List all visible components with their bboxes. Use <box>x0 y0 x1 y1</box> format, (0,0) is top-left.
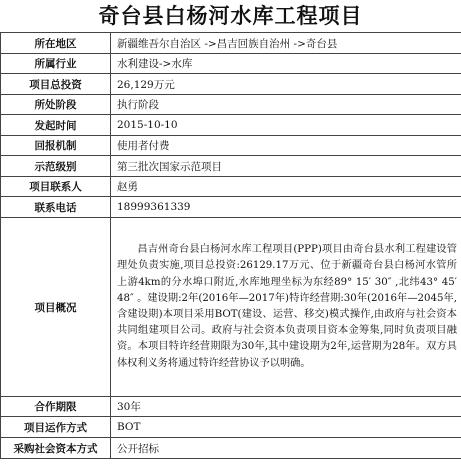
table-row-start-date <box>1 115 461 136</box>
row-label: 所在地区 <box>1 33 111 54</box>
row-label: 联系电话 <box>1 197 111 218</box>
page-title: 奇台县白杨河水库工程项目 <box>98 3 363 28</box>
row-label: 合作期限 <box>1 397 111 417</box>
row-value: 执行阶段 <box>111 95 461 115</box>
table-row-contact <box>1 177 461 197</box>
table-row-stage <box>1 95 461 115</box>
table-row-industry <box>1 54 461 74</box>
table-row-return-mechanism <box>1 136 461 156</box>
row-value: 公开招标 <box>111 438 461 459</box>
table-row-procurement <box>1 438 461 459</box>
row-value: 18999361339 <box>111 197 461 218</box>
row-label: 所属行业 <box>1 54 111 74</box>
row-label: 发起时间 <box>1 115 111 136</box>
row-label: 回报机制 <box>1 136 111 156</box>
row-label: 项目联系人 <box>1 177 111 197</box>
row-value: 2015-10-10 <box>111 115 461 136</box>
row-value: 昌吉州奇台县白杨河水库工程项目(PPP)项目由奇台县水利工程建设管理处负责实施,项目总投资:26129.17万元、位于新疆奇台县白杨河水管所上游4km的分水埠口附近,水库地理坐标为东经89° 15′ 30″ ,北纬43° 45′ 48″ 。建设期:2年(2016年—2017年)特许经营期:30年(2016年—2045年,含建设期)本项目采用BOT(建设、运营、移交)模式操作,由政府与社会资本共同组建项目公司。政府与社会资本负责项目资本金筹集,同时负责项目融资。本项目特许经营期限为30年,其中建设期为2年,运营期为28年。双方具体权利义务将通过特许经营协议予以明确。 <box>111 218 461 397</box>
table-row-operation-mode <box>1 417 461 438</box>
row-label: 所处阶段 <box>1 95 111 115</box>
row-label: 示范级别 <box>1 156 111 177</box>
table-row-demo-level <box>1 156 461 177</box>
row-label: 采购社会资本方式 <box>1 438 111 459</box>
row-value: 新疆维吾尔自治区 ->昌吉回族自治州 ->奇台县 <box>111 33 461 54</box>
row-label: 项目概况 <box>1 218 111 397</box>
table-row-phone <box>1 197 461 218</box>
row-label: 项目总投资 <box>1 74 111 95</box>
table-row-region <box>1 33 461 54</box>
row-value: 30年 <box>111 397 461 417</box>
table-row-investment <box>1 74 461 95</box>
row-value: 水利建设->水库 <box>111 54 461 74</box>
row-value: 26,129万元 <box>111 74 461 95</box>
row-value: 赵勇 <box>111 177 461 197</box>
table-row-term <box>1 397 461 417</box>
row-label: 项目运作方式 <box>1 417 111 438</box>
row-value: BOT <box>111 417 461 438</box>
row-value: 第三批次国家示范项目 <box>111 156 461 177</box>
row-value: 使用者付费 <box>111 136 461 156</box>
table-row-overview <box>1 218 461 397</box>
project-info-table <box>0 32 461 459</box>
